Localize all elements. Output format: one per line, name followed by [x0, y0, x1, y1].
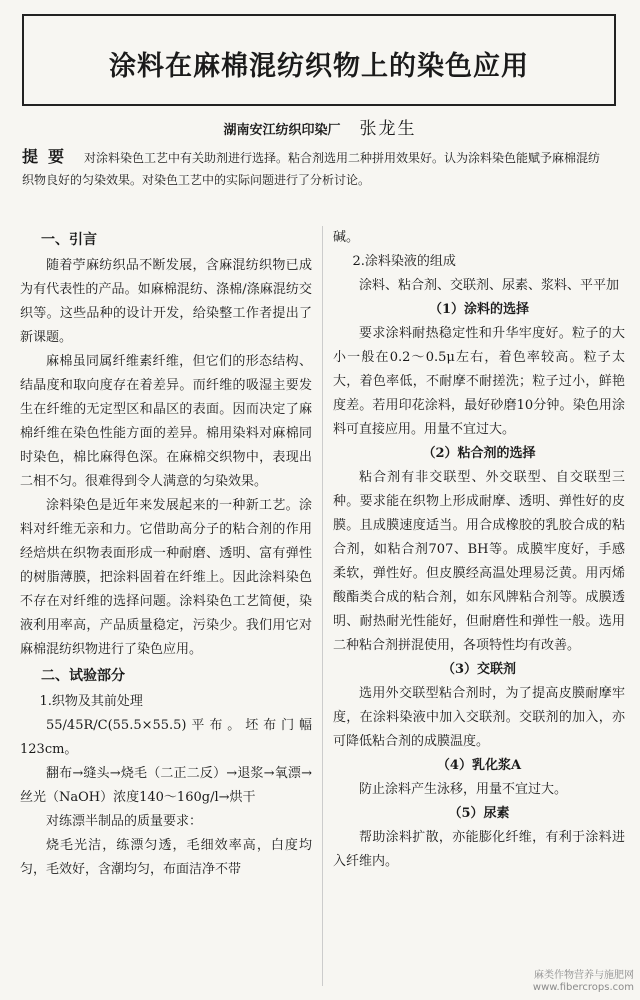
subheading-emulsion: （4）乳化浆A — [436, 758, 522, 773]
right-column — [333, 226, 625, 874]
paragraph: 选用外交联型粘合剂时，为了提高皮膜耐摩牢度，在涂料染液中加入交联剂。交联剂的加入，亦可降低粘合剂的成膜温度。 — [333, 686, 625, 749]
byline — [0, 114, 640, 139]
subheading-pigment: （1）涂料的选择 — [428, 302, 530, 317]
paragraph: 帮助涂料扩散，亦能膨化纤维，有利于涂料进入纤维内。 — [333, 830, 625, 869]
subsection-heading-liquor: 2.涂料染液的组成 — [352, 254, 456, 269]
watermark-url: www.fibercrops.com — [532, 982, 634, 993]
paragraph: 防止涂料产生泳移，用量不宜过大。 — [359, 782, 568, 797]
watermark-site-name: 麻类作物营养与施肥网 — [534, 970, 634, 981]
subheading-crosslinker: （3）交联剂 — [441, 662, 517, 677]
column-divider — [322, 226, 323, 986]
author-name: 张龙生 — [359, 119, 417, 139]
abstract — [22, 146, 612, 191]
paragraph: 涂料、粘合剂、交联剂、尿素、浆料、平平加 — [359, 278, 620, 293]
section-heading-intro: 一、引言 — [41, 232, 97, 248]
paragraph: 麻棉虽同属纤维素纤维，但它们的形态结构、结晶度和取向度存在着差异。而纤维的吸湿主要发生在纤维的无定型区和晶区的表面。因而决定了麻棉纤维在染色性能方面的差异。棉用染料对麻棉同时染色，棉比麻得色深。在麻棉交织物中，表现出二相不匀。很难得到令人满意的匀染效果。 — [20, 354, 312, 489]
left-column — [20, 226, 312, 882]
author-affiliation: 湖南安江纺织印染厂 — [223, 123, 341, 138]
paragraph-continued: 碱。 — [333, 230, 360, 245]
watermark — [533, 970, 634, 994]
requirement-intro: 对练漂半制品的质量要求： — [46, 814, 203, 829]
fabric-spec: 55/45R/C(55.5×55.5)平布。坯布门幅123cm。 — [20, 718, 312, 757]
section-heading-test: 二、试验部分 — [41, 668, 125, 684]
subheading-binder: （2）粘合剂的选择 — [422, 446, 536, 461]
paragraph: 随着苧麻纺织品不断发展，含麻混纺织物已成为有代表性的产品。如麻棉混纺、涤棉/涤麻混纺交织等。这些品种的设计开发，给染整工作者提出了新课题。 — [20, 258, 312, 345]
title-frame — [22, 14, 616, 106]
abstract-label: 提要 — [22, 147, 75, 166]
subheading-urea: （5）尿素 — [448, 806, 510, 821]
paragraph: 烧毛光洁，练漂匀透，毛细效率高，白度均匀，毛效好，含潮均匀，布面洁净不带 — [20, 838, 312, 877]
paragraph: 要求涂料耐热稳定性和升华牢度好。粒子的大小一般在0.2～0.5μ左右，着色率较高。粒子太大，着色率低，不耐摩不耐搓洗；粒子过小，鲜艳度差。若用印花涂料，最好砂磨10分钟。染色用涂料可直接应用。用量不宜过大。 — [333, 326, 625, 437]
paragraph: 粘合剂有非交联型、外交联型、自交联型三种。要求能在织物上形成耐摩、透明、弹性好的皮膜。且成膜速度适当。用合成橡胶的乳胶合成的粘合剂，如粘合剂707、BH等。成膜牢度好，手感柔软，弹性好。但皮膜经高温处理易泛黄。用丙烯酸酯类合成的粘合剂，如东风牌粘合剂等。成膜透明、耐热耐光性能好，但耐磨性和弹性一般。选用二种粘合剂拼混使用，各项特性均有改善。 — [333, 470, 625, 653]
abstract-text: 对涂料染色工艺中有关助剂进行选择。粘合剂选用二种拼用效果好。认为涂料染色能赋予麻棉混纺织物良好的匀染效果。对染色工艺中的实际问题进行了分析讨论。 — [22, 151, 601, 187]
article-title: 涂料在麻棉混纺织物上的染色应用 — [109, 51, 529, 82]
paragraph: 涂料染色是近年来发展起来的一种新工艺。涂料对纤维无亲和力。它借助高分子的粘合剂的作用经焙烘在织物表面形成一种耐磨、透明、富有弹性的树脂薄膜，把涂料固着在纤维上。因此涂料染色不存在对纤维的选择问题。涂料染色工艺简便，染液利用率高，产品质量稳定，污染少。我们用它对麻棉混纺织物进行了染色应用。 — [20, 498, 312, 657]
process-flow: 翻布→缝头→烧毛（二正二反）→退浆→氧漂→丝光（NaOH）浓度140～160g/l→烘干 — [20, 766, 312, 805]
subsection-heading-fabric: 1.织物及其前处理 — [39, 694, 143, 709]
